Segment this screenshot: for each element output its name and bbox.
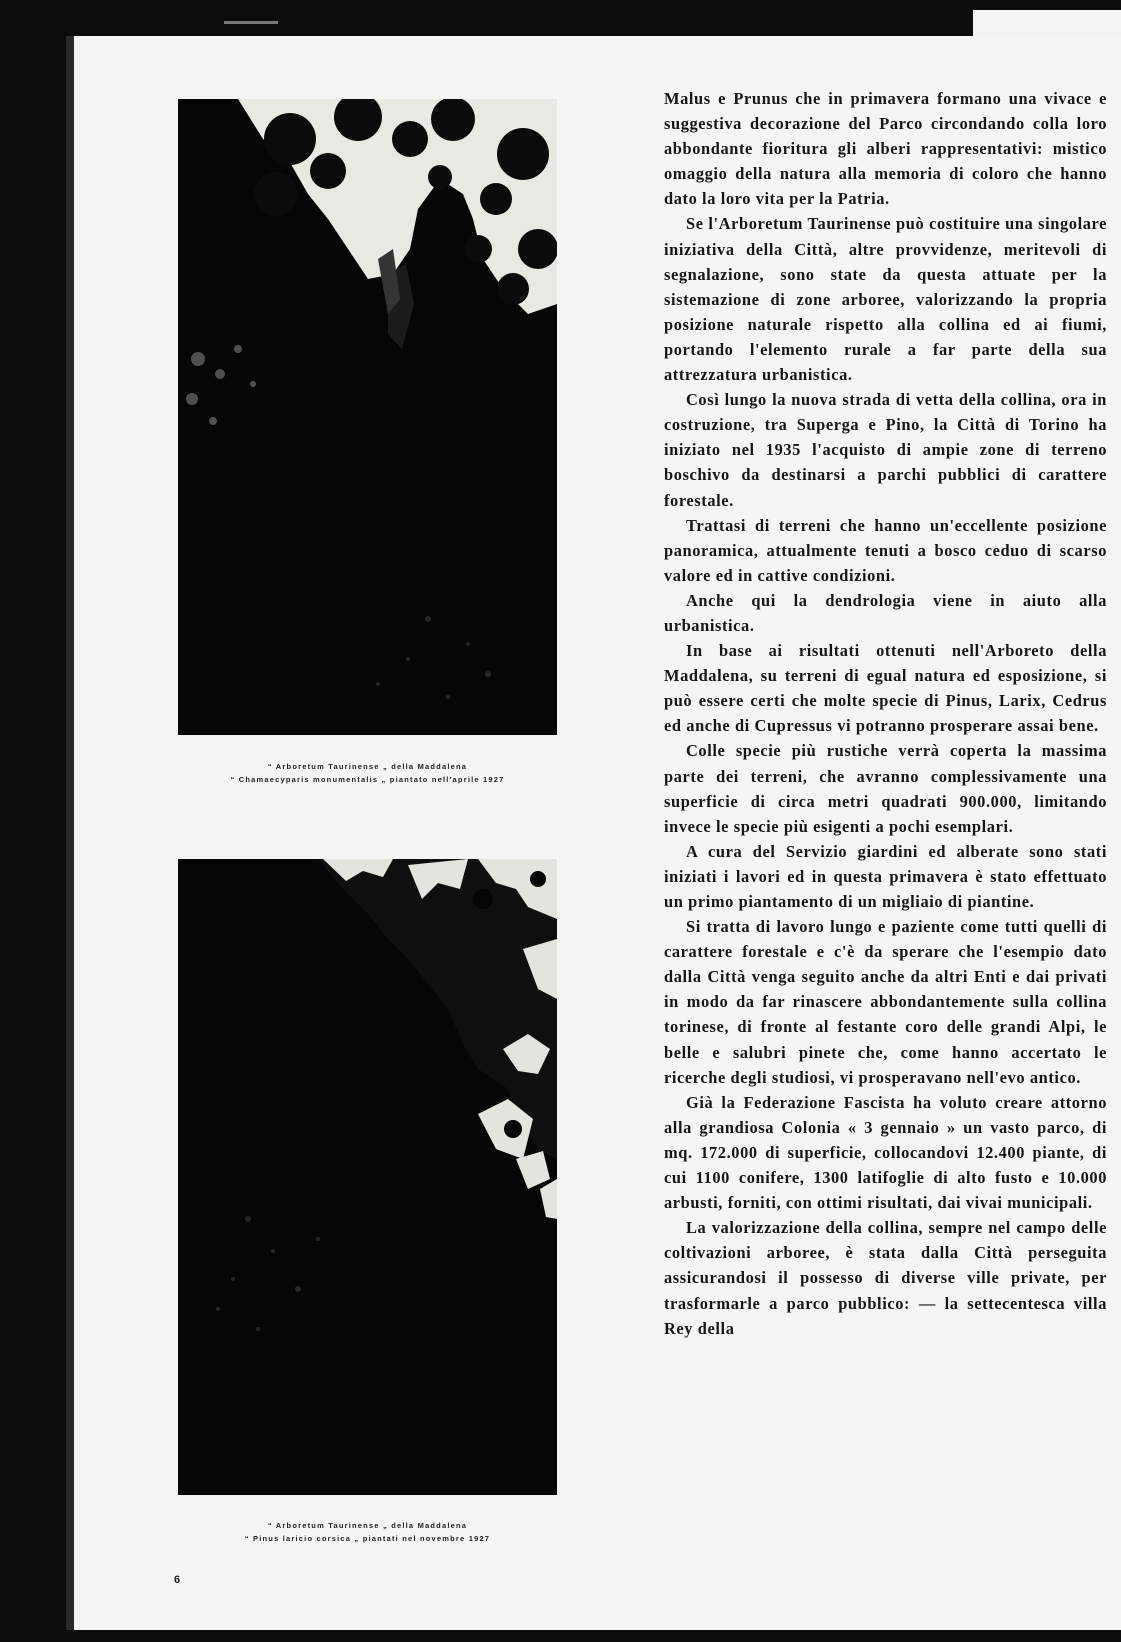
photo-caption-chamaecyparis (178, 760, 557, 786)
article-paragraph: Trattasi di terreni che hanno un'eccellente posizione panoramica, attualmente tenuti a bosco ceduo di scarso valore ed in cattive condizioni. (664, 515, 1107, 585)
photo-pinus-laricio-image (178, 859, 557, 1495)
article-paragraph: In base ai risultati ottenuti nell'Arboreto della Maddalena, su terreni di egual natura ed esposizione, si può essere certi che molte specie di Pinus, Larix, Cedrus ed anche di Cupressus vi potranno prosperare assai bene. (664, 641, 1107, 736)
photo-pinus-laricio (178, 859, 557, 1495)
article-paragraph: Anche qui la dendrologia viene in aiuto alla urbanistica. (664, 590, 1107, 635)
photo-chamaecyparis-image (178, 99, 557, 735)
photo-caption-pinus-laricio (178, 1519, 557, 1545)
article-paragraph: Si tratta di lavoro lungo e paziente come tutti quelli di carattere forestale e c'è da sperare che l'esempio dato dalla Città venga seguito anche da altri Enti e dai privati in modo da far rinascere abbondantemente sulla collina torinese, di fronte al festante coro delle grandi Alpi, le belle e salubri pinete che, come hanno accertato le ricerche degli studiosi, vi prosperavano nell'evo antico. (664, 917, 1107, 1087)
photo-chamaecyparis (178, 99, 557, 735)
article-paragraph: Così lungo la nuova strada di vetta della collina, ora in costruzione, tra Superga e Pino, la Città di Torino ha iniziato nel 1935 l'acquisto di ampie zone di terreno boschivo da destinarsi a parchi pubblici di carattere forestale. (664, 390, 1107, 510)
scan-edge-mark (224, 21, 278, 24)
scan-margin-strip (973, 10, 1121, 36)
page-number: 6 (174, 1574, 181, 1586)
article-text-column (664, 86, 1107, 1341)
article-paragraph: Colle specie più rustiche verrà coperta la massima parte dei terreni, che avranno complessivamente una superficie di circa metri quadrati 900.000, limitando invece le specie più esigenti a pochi esemplari. (664, 741, 1107, 836)
article-paragraph: Malus e Prunus che in primavera formano una vivace e suggestiva decorazione del Parco circondando colla loro abbondante fioritura gli alberi rappresentativi: mistico omaggio della natura alla memoria di coloro che hanno dato la loro vita per la Patria. (664, 89, 1107, 209)
caption-line-1: “ Arboretum Taurinense „ della Maddalena (267, 762, 468, 771)
caption-line-2: “ Pinus laricio corsica „ piantati nel novembre 1927 (244, 1534, 491, 1543)
article-paragraph: La valorizzazione della collina, sempre nel campo delle coltivazioni arboree, è stata dalla Città perseguita assicurandosi il possesso di diverse ville private, per trasformarle a parco pubblico: — la settecentesca villa Rey della (664, 1218, 1107, 1338)
page-binding-edge (66, 36, 74, 1630)
article-paragraph: Già la Federazione Fascista ha voluto creare attorno alla grandiosa Colonia « 3 gennaio » un vasto parco, di mq. 172.000 di superficie, collocandovi 12.400 piante, di cui 1100 conifere, 1300 latifoglie di alto fusto e 10.000 arbusti, forniti, con ottimi risultati, dai vivai municipali. (664, 1092, 1107, 1213)
caption-line-1: “ Arboretum Taurinense „ della Maddalena (267, 1521, 468, 1530)
article-paragraph: A cura del Servizio giardini ed alberate sono stati iniziati i lavori ed in questa primavera è stato effettuato un primo piantamento di un migliaio di piantine. (664, 841, 1107, 911)
caption-line-2: “ Chamaecyparis monumentalis „ piantato nell'aprile 1927 (230, 775, 505, 784)
article-paragraph: Se l'Arboretum Taurinense può costituire una singolare iniziativa della Città, altre provvidenze, meritevoli di segnalazione, sono state da questa attuate per la sistemazione di zone arboree, valorizzando la propria posizione naturale rispetto alla collina ed ai fiumi, portando l'elemento rurale a far parte della sua attrezzatura urbanistica. (664, 214, 1107, 385)
